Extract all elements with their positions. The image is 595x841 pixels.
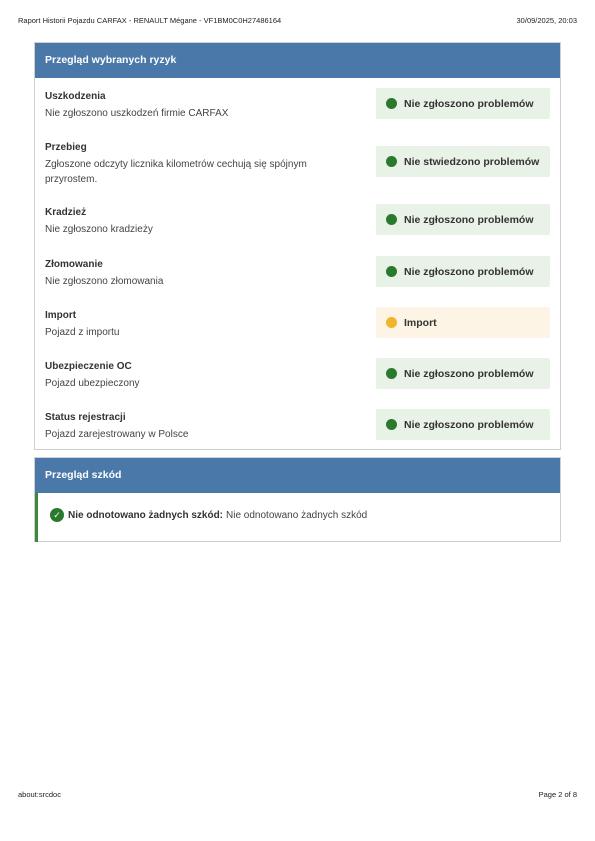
risk-description: Pojazd ubezpieczony xyxy=(45,378,140,389)
status-badge xyxy=(376,88,550,119)
damage-overview-title: Przegląd szkód xyxy=(35,458,560,493)
footer-source: about:srcdoc xyxy=(18,790,61,799)
status-dot-icon xyxy=(386,156,397,167)
risk-description: Zgłoszone odczyty licznika kilometrów cechują się spójnym przyrostem. xyxy=(45,159,307,185)
status-dot-icon xyxy=(386,214,397,225)
damage-label: Nie odnotowano żadnych szkód: xyxy=(68,509,224,521)
status-label: Import xyxy=(404,316,437,329)
page-header xyxy=(18,16,577,25)
risk-overview-panel xyxy=(34,42,561,450)
check-circle-icon: ✓ xyxy=(50,508,64,522)
status-label: Nie zgłoszono problemów xyxy=(404,418,534,431)
status-badge xyxy=(376,409,550,440)
risk-name: Uszkodzenia xyxy=(45,91,106,102)
risk-name: Import xyxy=(45,310,77,321)
status-label: Nie zgłoszono problemów xyxy=(404,265,534,278)
status-badge xyxy=(376,204,550,235)
status-label: Nie zgłoszono problemów xyxy=(404,367,534,380)
status-dot-icon xyxy=(386,98,397,109)
risk-name: Kradzież xyxy=(45,207,87,218)
risk-name: Złomowanie xyxy=(45,259,103,270)
status-label: Nie zgłoszono problemów xyxy=(404,97,534,110)
page-footer xyxy=(18,790,577,799)
risk-description: Nie zgłoszono złomowania xyxy=(45,276,164,287)
damage-summary xyxy=(35,493,560,542)
status-badge xyxy=(376,256,550,287)
status-label: Nie stwiedzono problemów xyxy=(404,155,540,168)
risk-description: Nie zgłoszono kradzieży xyxy=(45,224,153,235)
risk-overview-title: Przegląd wybranych ryzyk xyxy=(35,43,560,78)
status-dot-icon xyxy=(386,419,397,430)
status-label: Nie zgłoszono problemów xyxy=(404,213,534,226)
damage-value: Nie odnotowano żadnych szkód xyxy=(226,509,368,521)
status-dot-icon xyxy=(386,266,397,277)
risk-name: Status rejestracji xyxy=(45,412,126,423)
damage-overview-panel xyxy=(34,457,561,542)
page-number: Page 2 of 8 xyxy=(538,790,577,799)
status-dot-icon xyxy=(386,368,397,379)
report-datetime: 30/09/2025, 20:03 xyxy=(516,16,577,25)
report-title: Raport Historii Pojazdu CARFAX - RENAULT Mégane - VF1BM0C0H27486164 xyxy=(18,16,282,25)
status-badge xyxy=(376,307,550,338)
risk-description: Nie zgłoszono uszkodzeń firmie CARFAX xyxy=(45,108,229,119)
status-badge xyxy=(376,146,550,177)
risk-description: Pojazd zarejestrowany w Polsce xyxy=(45,429,189,440)
risk-description: Pojazd z importu xyxy=(45,327,120,338)
status-badge xyxy=(376,358,550,389)
risk-name: Przebieg xyxy=(45,142,87,153)
status-dot-icon xyxy=(386,317,397,328)
risk-name: Ubezpieczenie OC xyxy=(45,361,132,372)
